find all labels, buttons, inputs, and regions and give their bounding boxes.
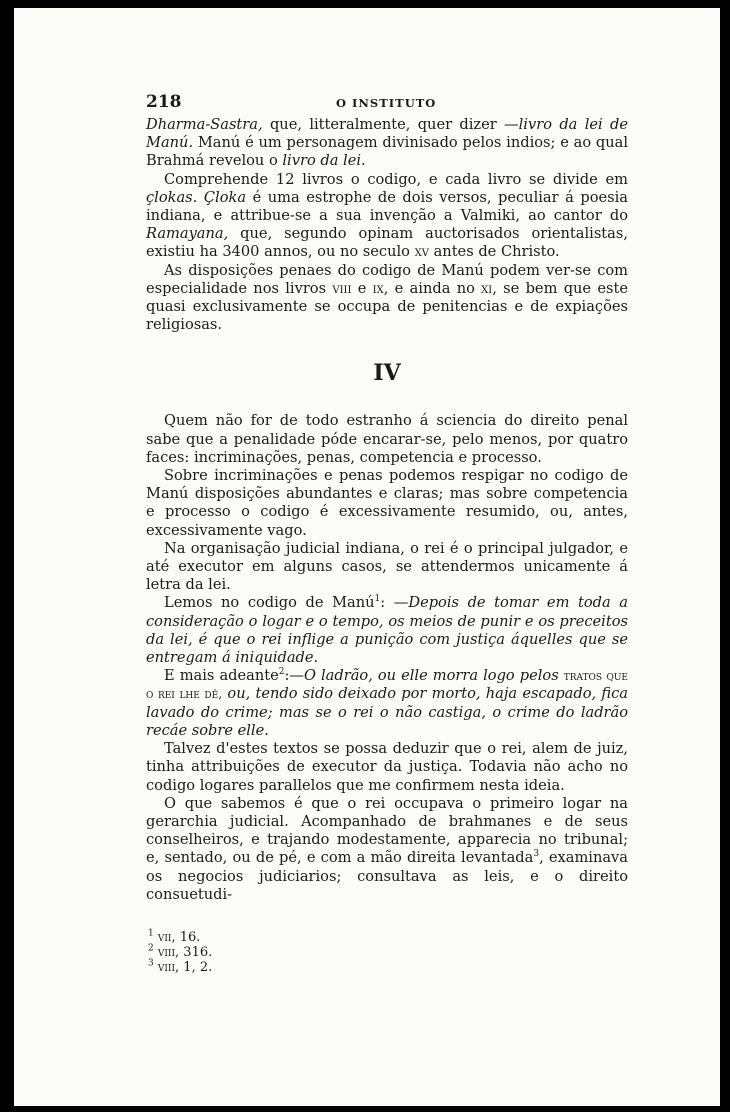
- footnote: $^3$ viii, 1, 2.: [148, 958, 213, 975]
- paragraph-8: E mais adeante$^2$:—O ladrão, ou elle morra logo pelos tratos que o rei lhe dê, ou, tendo sido deixado por morto, haja escapado, fica lavado do crime; mas se o rei o não castiga, o crime do ladrão recáe sobre elle.: [146, 667, 628, 739]
- book-page: [14, 8, 720, 1106]
- paragraph-5: Sobre incriminações e penas podemos respigar no codigo de Manú disposições abundantes e claras; mas sobre competencia e processo o codigo é excessivamente resumido, ou, antes, excessivamente vago.: [146, 467, 628, 539]
- footnote: $^2$ viii, 316.: [148, 943, 213, 960]
- footnote-ref[interactable]: 1: [374, 594, 381, 605]
- footnote: $^1$ vii, 16.: [148, 928, 201, 945]
- footnote-ref[interactable]: 2: [278, 667, 285, 678]
- paragraph-10: O que sabemos é que o rei occupava o primeiro logar na gerarchia judicial. Acompanhado de brahmanes e de seus conselheiros, e trajando modestamente, apparecia no tribunal; e, sentado, ou de pé, e com a mão direita levantada$^3$, examinava os negocios judiciarios; consultava as leis, e o direito consuetudi-: [146, 794, 629, 903]
- section-heading: IV: [373, 360, 401, 387]
- running-head: O INSTITUTO: [336, 96, 437, 110]
- paragraph-9: Talvez d'estes textos se possa deduzir que o rei, alem de juiz, tinha attribuições de executor da justiça. Todavia não acho no codigo logares parallelos que me confirmem nesta ideia.: [146, 740, 628, 794]
- page-header: [146, 92, 628, 116]
- page-content: [146, 92, 628, 975]
- paragraph-1: Dharma-Sastra, que, litteralmente, quer dizer —livro da lei de Manú. Manú é um personagem divinisado pelos indios; e ao qual Brahmá revelou o livro da lei.: [146, 116, 628, 170]
- footnotes: [146, 930, 628, 975]
- footnote-ref[interactable]: 3: [533, 849, 540, 860]
- paragraph-7: Lemos no codigo de Manú$^1$: —Depois de tomar em toda a consideração o logar e o tempo, os meios de punir e os preceitos da lei, é que o rei inflige a punição com justiça áquelles que se entregam á iniquidade.: [146, 594, 628, 667]
- paragraph-4: Quem não for de todo estranho á sciencia do direito penal sabe que a penalidade póde encarar-se, pelo menos, por quatro faces: incriminações, penas, competencia e processo.: [146, 412, 628, 466]
- paragraph-6: Na organisação judicial indiana, o rei é o principal julgador, e até executor em alguns casos, se attendermos unicamente á letra da lei.: [146, 539, 628, 594]
- paragraph-2: Comprehende 12 livros o codigo, e cada livro se divide em çlokas. Çloka é uma estrophe de dois versos, peculiar á poesia indiana, e attribue-se a sua invenção a Valmiki, ao cantor do Ramayana, que, segundo opinam auctorisados orientalistas, existiu ha 3400 annos, ou no seculo xv antes de Christo.: [146, 170, 628, 261]
- page-number: 218: [146, 92, 182, 112]
- paragraph-3: As disposições penaes do codigo de Manú podem ver-se com especialidade nos livros viii e ix, e ainda no xi, se bem que este quasi exclusivamente se occupa de penitencias e de expiações religiosas.: [146, 261, 628, 334]
